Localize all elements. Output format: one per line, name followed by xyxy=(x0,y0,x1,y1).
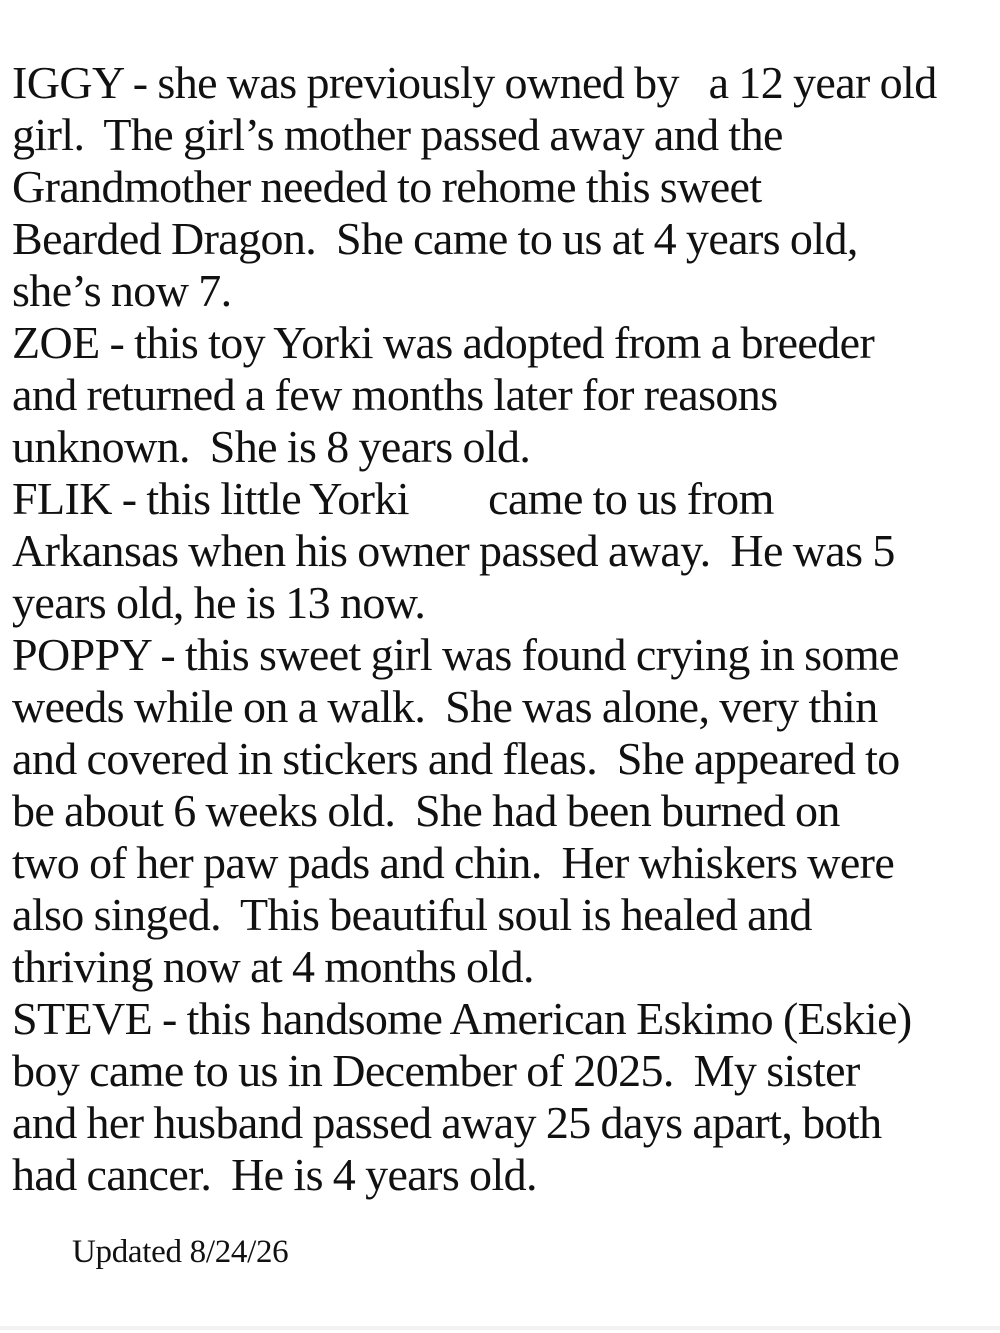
paragraph-poppy xyxy=(12,629,987,993)
bottom-divider xyxy=(0,1326,1000,1330)
text-line: had cancer. He is 4 years old. xyxy=(12,1149,537,1200)
text-line: she’s now 7. xyxy=(12,265,232,316)
paragraph-zoe xyxy=(12,317,987,473)
text-line: Grandmother needed to rehome this sweet xyxy=(12,161,762,212)
text-line: FLIK - this little Yorki came to us from xyxy=(12,473,774,524)
paragraph-steve xyxy=(12,993,987,1201)
text-line: years old, he is 13 now. xyxy=(12,577,426,628)
text-line: and covered in stickers and fleas. She appeared to xyxy=(12,733,900,784)
updated-date: Updated 8/24/26 xyxy=(72,1234,289,1270)
text-line: STEVE - this handsome American Eskimo (Eskie) xyxy=(12,993,912,1044)
paragraph-iggy xyxy=(12,57,987,317)
text-line: Bearded Dragon. She came to us at 4 years old, xyxy=(12,213,858,264)
text-line: IGGY - she was previously owned by a 12 year old xyxy=(12,57,937,108)
text-line: two of her paw pads and chin. Her whiskers were xyxy=(12,837,895,888)
text-line: POPPY - this sweet girl was found crying in some xyxy=(12,629,899,680)
text-line: be about 6 weeks old. She had been burned on xyxy=(12,785,840,836)
pet-stories xyxy=(12,57,987,1201)
text-line: thriving now at 4 months old. xyxy=(12,941,534,992)
text-line: boy came to us in December of 2025. My sister xyxy=(12,1045,860,1096)
text-line: weeds while on a walk. She was alone, very thin xyxy=(12,681,878,732)
text-line: unknown. She is 8 years old. xyxy=(12,421,531,472)
text-line: Arkansas when his owner passed away. He was 5 xyxy=(12,525,895,576)
text-line: and her husband passed away 25 days apart, both xyxy=(12,1097,882,1148)
text-line: ZOE - this toy Yorki was adopted from a breeder xyxy=(12,317,875,368)
text-line: also singed. This beautiful soul is healed and xyxy=(12,889,812,940)
text-line: girl. The girl’s mother passed away and the xyxy=(12,109,783,160)
paragraph-flik xyxy=(12,473,987,629)
text-line: and returned a few months later for reasons xyxy=(12,369,778,420)
